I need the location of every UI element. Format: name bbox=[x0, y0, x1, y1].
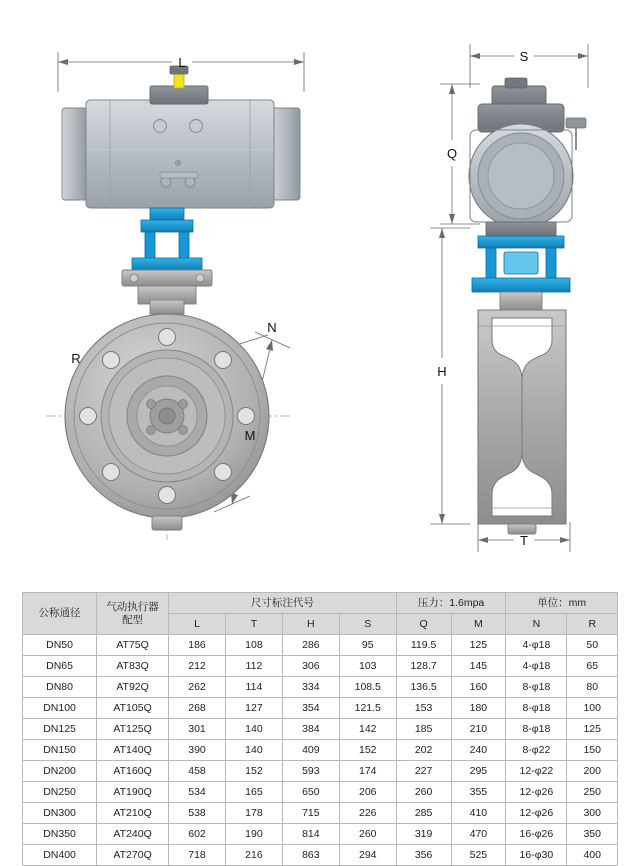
cell-l: 458 bbox=[169, 761, 226, 782]
table-row bbox=[23, 656, 618, 677]
cell-h: 384 bbox=[282, 719, 339, 740]
cell-s: 142 bbox=[339, 719, 396, 740]
cell-r: 150 bbox=[567, 740, 618, 761]
header-col-M: M bbox=[451, 614, 506, 635]
cell-m: 180 bbox=[451, 698, 506, 719]
cell-s: 226 bbox=[339, 803, 396, 824]
cell-n: 4-φ18 bbox=[506, 656, 567, 677]
table-row bbox=[23, 782, 618, 803]
cell-t: 178 bbox=[225, 803, 282, 824]
header-dimension-group: 尺寸标注代号 bbox=[169, 593, 397, 614]
label-Q: Q bbox=[446, 146, 458, 161]
cell-q: 185 bbox=[396, 719, 451, 740]
cell-r: 65 bbox=[567, 656, 618, 677]
cell-m: 125 bbox=[451, 635, 506, 656]
dimension-table-wrapper bbox=[22, 592, 618, 866]
cell-q: 119.5 bbox=[396, 635, 451, 656]
table-row bbox=[23, 677, 618, 698]
cell-n: 8-φ18 bbox=[506, 677, 567, 698]
cell-t: 190 bbox=[225, 824, 282, 845]
cell-m: 355 bbox=[451, 782, 506, 803]
table-row bbox=[23, 845, 618, 866]
cell-h: 334 bbox=[282, 677, 339, 698]
cell-l: 268 bbox=[169, 698, 226, 719]
cell-actuator: AT240Q bbox=[97, 824, 169, 845]
cell-t: 127 bbox=[225, 698, 282, 719]
cell-l: 602 bbox=[169, 824, 226, 845]
header-actuator-model bbox=[97, 593, 169, 635]
cell-dn: DN100 bbox=[23, 698, 97, 719]
cell-h: 354 bbox=[282, 698, 339, 719]
table-row bbox=[23, 824, 618, 845]
cell-q: 227 bbox=[396, 761, 451, 782]
cell-h: 409 bbox=[282, 740, 339, 761]
cell-actuator: AT92Q bbox=[97, 677, 169, 698]
label-N: N bbox=[267, 320, 277, 335]
cell-s: 108.5 bbox=[339, 677, 396, 698]
cell-n: 16-φ26 bbox=[506, 824, 567, 845]
table-head bbox=[23, 593, 618, 635]
cell-t: 165 bbox=[225, 782, 282, 803]
cell-dn: DN80 bbox=[23, 677, 97, 698]
cell-s: 206 bbox=[339, 782, 396, 803]
cell-l: 262 bbox=[169, 677, 226, 698]
cell-l: 534 bbox=[169, 782, 226, 803]
cell-m: 410 bbox=[451, 803, 506, 824]
header-col-H: H bbox=[282, 614, 339, 635]
cell-q: 202 bbox=[396, 740, 451, 761]
cell-actuator: AT190Q bbox=[97, 782, 169, 803]
cell-n: 12-φ26 bbox=[506, 803, 567, 824]
cell-actuator: AT105Q bbox=[97, 698, 169, 719]
cell-l: 186 bbox=[169, 635, 226, 656]
cell-q: 153 bbox=[396, 698, 451, 719]
table-header-row-1 bbox=[23, 593, 618, 614]
valve-front-view bbox=[65, 300, 269, 530]
cell-t: 216 bbox=[225, 845, 282, 866]
cell-m: 240 bbox=[451, 740, 506, 761]
cell-q: 285 bbox=[396, 803, 451, 824]
actuator-end-view bbox=[469, 78, 586, 236]
header-actuator-model-line1: 气动执行器 bbox=[106, 600, 159, 613]
header-col-N: N bbox=[506, 614, 567, 635]
cell-l: 538 bbox=[169, 803, 226, 824]
cell-n: 4-φ18 bbox=[506, 635, 567, 656]
cell-n: 8-φ18 bbox=[506, 698, 567, 719]
cell-h: 593 bbox=[282, 761, 339, 782]
cell-l: 390 bbox=[169, 740, 226, 761]
cell-h: 650 bbox=[282, 782, 339, 803]
cell-r: 250 bbox=[567, 782, 618, 803]
cell-s: 294 bbox=[339, 845, 396, 866]
cell-s: 121.5 bbox=[339, 698, 396, 719]
cell-q: 128.7 bbox=[396, 656, 451, 677]
cell-t: 108 bbox=[225, 635, 282, 656]
cell-r: 50 bbox=[567, 635, 618, 656]
cell-n: 8-φ18 bbox=[506, 719, 567, 740]
cell-m: 160 bbox=[451, 677, 506, 698]
table-row bbox=[23, 719, 618, 740]
cell-r: 125 bbox=[567, 719, 618, 740]
table-row bbox=[23, 635, 618, 656]
header-col-S: S bbox=[339, 614, 396, 635]
cell-n: 16-φ30 bbox=[506, 845, 567, 866]
cell-l: 301 bbox=[169, 719, 226, 740]
cell-m: 470 bbox=[451, 824, 506, 845]
table-row bbox=[23, 803, 618, 824]
cell-dn: DN125 bbox=[23, 719, 97, 740]
cell-l: 718 bbox=[169, 845, 226, 866]
mounting-bracket-side bbox=[122, 208, 212, 304]
cell-h: 863 bbox=[282, 845, 339, 866]
cell-r: 350 bbox=[567, 824, 618, 845]
header-unit: 单位：mm bbox=[506, 593, 618, 614]
label-R: R bbox=[71, 351, 81, 366]
actuator-side-view bbox=[62, 66, 300, 208]
cell-q: 356 bbox=[396, 845, 451, 866]
label-H: H bbox=[437, 364, 447, 379]
label-L: L bbox=[178, 55, 186, 70]
cell-actuator: AT210Q bbox=[97, 803, 169, 824]
cell-actuator: AT75Q bbox=[97, 635, 169, 656]
cell-actuator: AT160Q bbox=[97, 761, 169, 782]
cell-dn: DN400 bbox=[23, 845, 97, 866]
cell-m: 525 bbox=[451, 845, 506, 866]
cell-s: 95 bbox=[339, 635, 396, 656]
cell-q: 260 bbox=[396, 782, 451, 803]
cell-n: 12-φ22 bbox=[506, 761, 567, 782]
cell-dn: DN150 bbox=[23, 740, 97, 761]
cell-dn: DN200 bbox=[23, 761, 97, 782]
header-nominal-diameter: 公称通径 bbox=[23, 593, 97, 635]
cell-h: 814 bbox=[282, 824, 339, 845]
cell-n: 12-φ26 bbox=[506, 782, 567, 803]
cell-r: 300 bbox=[567, 803, 618, 824]
cell-m: 295 bbox=[451, 761, 506, 782]
cell-q: 136.5 bbox=[396, 677, 451, 698]
cell-h: 306 bbox=[282, 656, 339, 677]
cell-n: 8-φ22 bbox=[506, 740, 567, 761]
cell-l: 212 bbox=[169, 656, 226, 677]
cell-h: 715 bbox=[282, 803, 339, 824]
cell-r: 100 bbox=[567, 698, 618, 719]
cell-m: 145 bbox=[451, 656, 506, 677]
cell-dn: DN300 bbox=[23, 803, 97, 824]
header-col-L: L bbox=[169, 614, 226, 635]
cell-t: 140 bbox=[225, 719, 282, 740]
cell-actuator: AT270Q bbox=[97, 845, 169, 866]
header-col-R: R bbox=[567, 614, 618, 635]
cell-m: 210 bbox=[451, 719, 506, 740]
label-T: T bbox=[520, 533, 528, 548]
cell-r: 200 bbox=[567, 761, 618, 782]
cell-s: 103 bbox=[339, 656, 396, 677]
dimension-table bbox=[22, 592, 618, 866]
table-row bbox=[23, 698, 618, 719]
valve-side-view bbox=[478, 292, 566, 534]
cell-t: 140 bbox=[225, 740, 282, 761]
header-col-Q: Q bbox=[396, 614, 451, 635]
header-actuator-model-line2: 配型 bbox=[122, 613, 144, 626]
cell-r: 400 bbox=[567, 845, 618, 866]
label-M: M bbox=[244, 428, 256, 443]
table-body bbox=[23, 635, 618, 866]
cell-t: 112 bbox=[225, 656, 282, 677]
header-pressure: 压力：1.6mpa bbox=[396, 593, 506, 614]
cell-h: 286 bbox=[282, 635, 339, 656]
cell-s: 174 bbox=[339, 761, 396, 782]
header-col-T: T bbox=[225, 614, 282, 635]
cell-dn: DN350 bbox=[23, 824, 97, 845]
table-row bbox=[23, 761, 618, 782]
cell-r: 80 bbox=[567, 677, 618, 698]
cell-s: 260 bbox=[339, 824, 396, 845]
cell-s: 152 bbox=[339, 740, 396, 761]
label-S: S bbox=[519, 49, 529, 64]
mounting-bracket-end bbox=[472, 236, 570, 292]
table-row bbox=[23, 740, 618, 761]
cell-actuator: AT140Q bbox=[97, 740, 169, 761]
cell-actuator: AT83Q bbox=[97, 656, 169, 677]
cell-dn: DN250 bbox=[23, 782, 97, 803]
cell-actuator: AT125Q bbox=[97, 719, 169, 740]
cell-t: 114 bbox=[225, 677, 282, 698]
cell-t: 152 bbox=[225, 761, 282, 782]
cell-dn: DN50 bbox=[23, 635, 97, 656]
cell-dn: DN65 bbox=[23, 656, 97, 677]
cell-q: 319 bbox=[396, 824, 451, 845]
